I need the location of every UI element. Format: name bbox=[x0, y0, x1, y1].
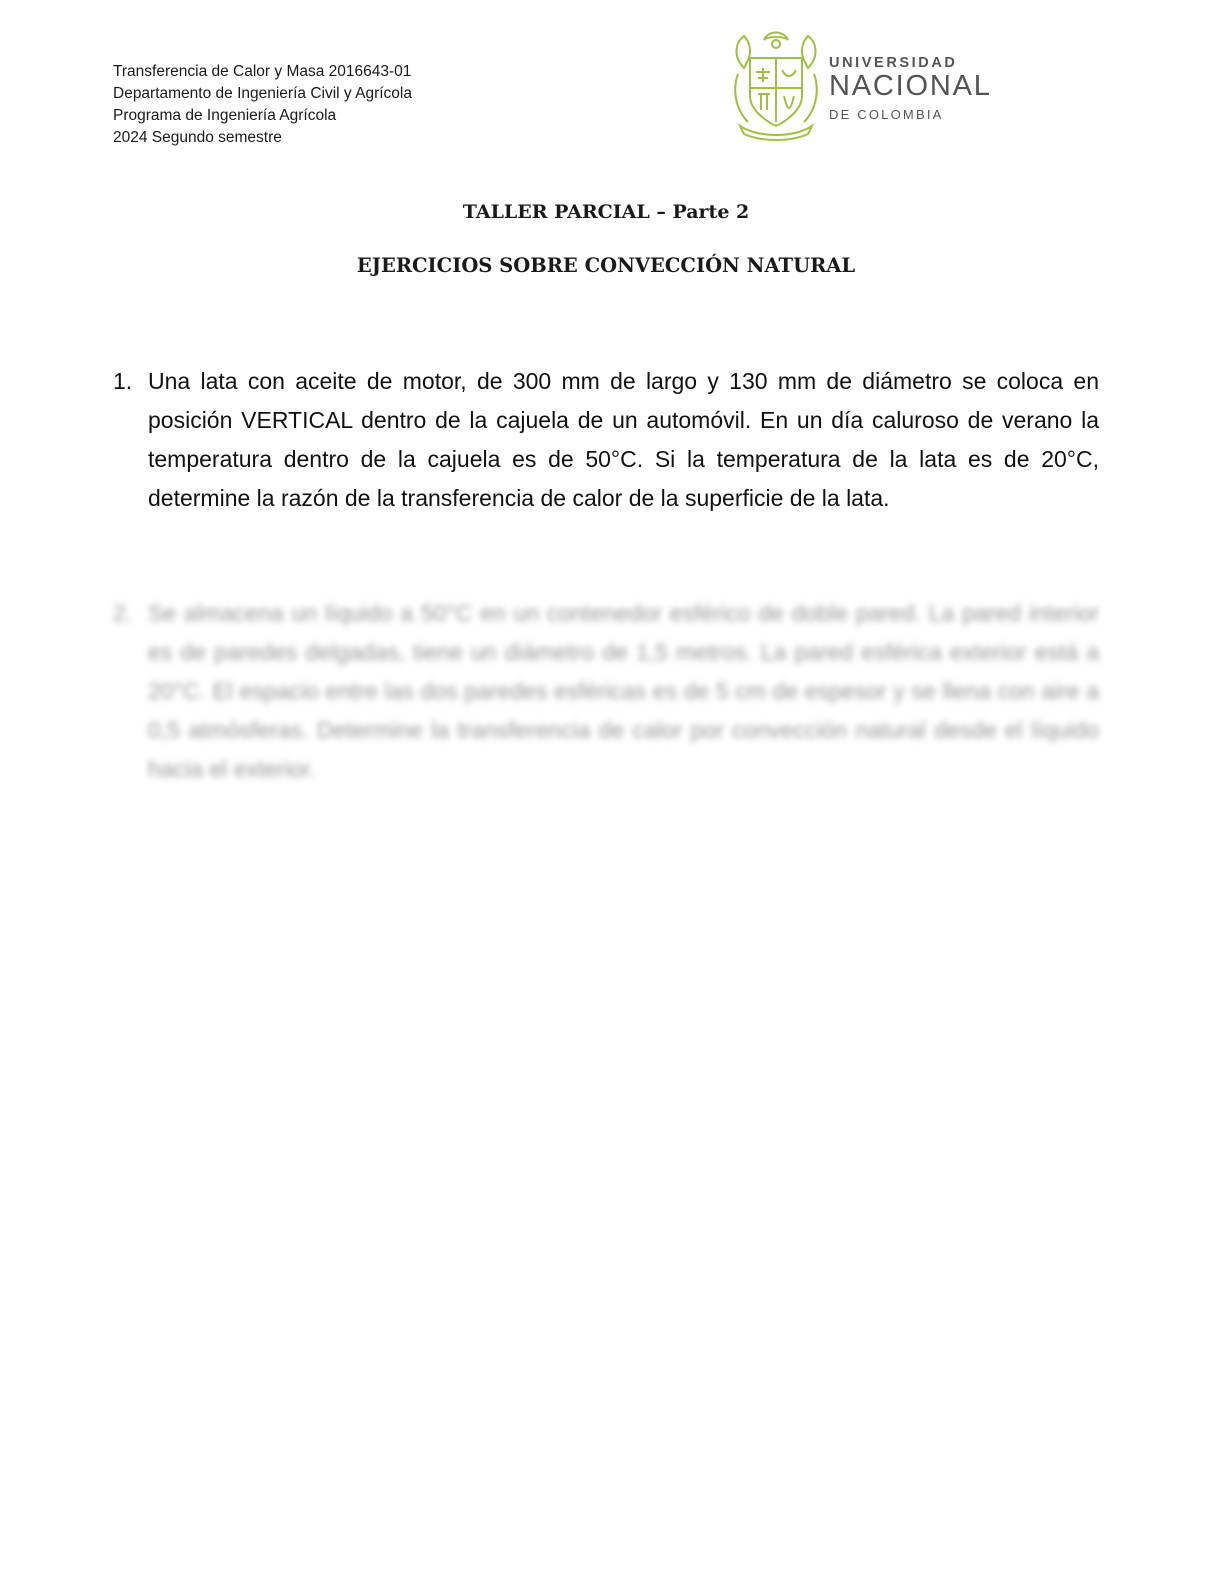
course-line: Transferencia de Calor y Masa 2016643-01 bbox=[113, 63, 412, 80]
university-logo bbox=[728, 26, 993, 141]
university-shield-emblem-icon bbox=[728, 26, 824, 141]
program-line: Programa de Ingeniería Agrícola bbox=[113, 107, 337, 124]
problem-number: 1. bbox=[113, 368, 133, 394]
problem-item-blurred bbox=[113, 594, 1099, 789]
problem-text: Se almacena un líquido a 50°C en un contenedor esférico de doble pared. La pared interior es de paredes delgadas, tiene un diámetro de 1,5 metros. La pared esférica exterior está a 20°C. El espacio entre las dos paredes esféricas es de 5 cm de espesor y se llena con aire a 0,5 atmósferas. Determine la transferencia de calor por convección natural desde el líquido hacia el exterior. bbox=[148, 600, 1099, 782]
problem-text: Una lata con aceite de motor, de 300 mm de largo y 130 mm de diámetro se coloca en posición VERTICAL dentro de la cajuela de un automóvil. En un día caluroso de verano la temperatura dentro de la cajuela es de 50°C. Si la temperatura de la lata es de 20°C, determine la razón de la transferencia de calor de la superficie de la lata. bbox=[148, 368, 1099, 511]
logo-line-1: UNIVERSIDAD bbox=[829, 55, 958, 71]
department-line: Departamento de Ingeniería Civil y Agrícola bbox=[113, 85, 412, 102]
page-subtitle: EJERCICIOS SOBRE CONVECCIÓN NATURAL bbox=[356, 254, 856, 277]
logo-line-2: NACIONAL bbox=[829, 70, 992, 102]
logo-line-3: DE COLOMBIA bbox=[829, 107, 944, 122]
page-title: TALLER PARCIAL – Parte 2 bbox=[462, 201, 750, 223]
course-info bbox=[113, 61, 412, 149]
semester-line: 2024 Segundo semestre bbox=[113, 129, 282, 146]
problem-number: 2. bbox=[113, 600, 133, 626]
problem-item bbox=[113, 362, 1099, 518]
